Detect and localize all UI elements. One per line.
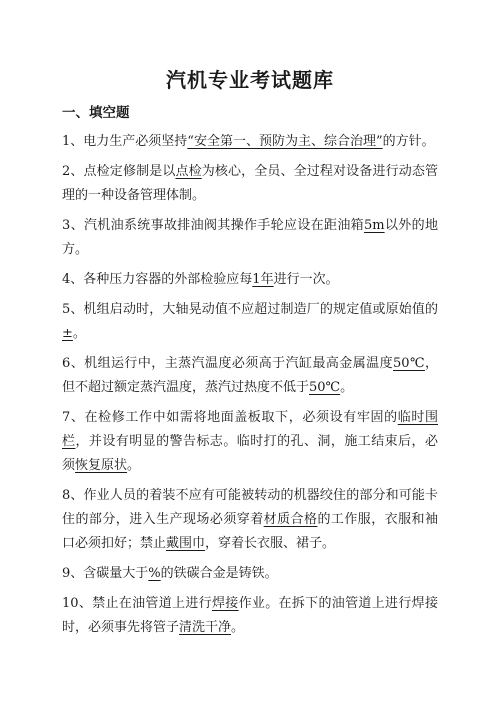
section-heading: 一、填空题 bbox=[62, 105, 130, 121]
answer-blank: 恢复原状 bbox=[75, 458, 128, 473]
question-text: ，穿着长衣服、裙子。 bbox=[205, 536, 336, 551]
answer-blank: “安全第一、预防为主、综合治理” bbox=[187, 134, 383, 149]
question-item bbox=[62, 406, 438, 478]
question-item bbox=[62, 484, 438, 556]
question-text: 含碳量大于 bbox=[83, 566, 149, 581]
answer-blank: ± bbox=[62, 326, 73, 341]
question-text: 的铁碳合金是铸铁。 bbox=[160, 566, 278, 581]
question-text: 电力生产必须坚持 bbox=[83, 134, 188, 149]
question-number: 9、 bbox=[62, 566, 84, 581]
answer-blank: 5m bbox=[364, 218, 385, 233]
answer-blank: 点检 bbox=[175, 164, 202, 179]
question-number: 4、 bbox=[62, 272, 84, 287]
question-item bbox=[62, 160, 438, 208]
answer-blank: 清洗干净 bbox=[179, 620, 232, 635]
question-text: 的工作服，衣服和袖口必须扣好；禁止 bbox=[62, 512, 438, 551]
question-number: 7、 bbox=[62, 410, 85, 425]
question-item bbox=[62, 352, 438, 400]
question-item bbox=[62, 562, 438, 586]
question-text: 作业。在拆下的油管道上进行焊接时，必须事先将管子 bbox=[62, 596, 438, 635]
question-text: 机组运行中，主蒸汽温度必须高于汽缸最高金属温度 bbox=[84, 356, 394, 371]
question-text: 。 bbox=[72, 326, 86, 341]
question-text: 在检修工作中如需将地面盖板取下，必须设有牢固的 bbox=[84, 410, 398, 425]
question-text: 。 bbox=[127, 458, 141, 473]
question-item bbox=[62, 268, 438, 292]
answer-blank: 1年 bbox=[252, 272, 274, 287]
question-text: 进行一次。 bbox=[273, 272, 339, 287]
question-item bbox=[62, 298, 438, 346]
answer-blank: 50℃ bbox=[309, 380, 341, 395]
answer-blank: 焊接 bbox=[211, 596, 239, 611]
answer-blank: % bbox=[148, 566, 161, 581]
question-number: 10、 bbox=[62, 596, 93, 611]
question-text: ，并设有明显的警告标志。临时打的孔、洞，施工结束后，必须 bbox=[62, 434, 438, 473]
answer-blank: 戴围巾 bbox=[166, 536, 206, 551]
question-text: 以外的地方。 bbox=[62, 218, 438, 257]
question-item bbox=[62, 214, 438, 262]
answer-blank: 50℃ bbox=[393, 356, 425, 371]
question-text: 各种压力容器的外部检验应每 bbox=[83, 272, 253, 287]
question-number: 2、 bbox=[62, 164, 84, 179]
question-text: 。 bbox=[340, 380, 354, 395]
question-text: 禁止在油管道上进行 bbox=[92, 596, 212, 611]
question-number: 1、 bbox=[62, 134, 84, 149]
question-item bbox=[62, 130, 438, 154]
question-number: 5、 bbox=[62, 302, 84, 317]
question-number: 3、 bbox=[62, 218, 84, 233]
answer-blank: 材质合格 bbox=[263, 512, 318, 527]
question-number: 6、 bbox=[62, 356, 85, 371]
document-title: 汽机专业考试题库 bbox=[166, 68, 334, 92]
question-text: ，但不超过额定蒸汽温度，蒸汽过热度不低于 bbox=[62, 356, 438, 395]
question-text: 为核心，全员、全过程对设备进行动态管理的一种设备管理体制。 bbox=[62, 164, 438, 203]
question-text: 。 bbox=[231, 620, 245, 635]
answer-blank: 临时围栏 bbox=[62, 410, 438, 449]
question-text: 作业人员的着装不应有可能被转动的机器绞住的部分和可能卡住的部分，进入生产现场必须穿着 bbox=[62, 488, 438, 527]
question-text: 机组启动时，大轴晃动值不应超过制造厂的规定值或原始值的 bbox=[83, 302, 438, 317]
question-text: 点检定修制是以 bbox=[83, 164, 176, 179]
question-item bbox=[62, 592, 438, 640]
question-number: 8、 bbox=[62, 488, 84, 503]
question-text: 的方针。 bbox=[382, 134, 435, 149]
question-text: 汽机油系统事故排油阀其操作手轮应设在距油箱 bbox=[83, 218, 365, 233]
